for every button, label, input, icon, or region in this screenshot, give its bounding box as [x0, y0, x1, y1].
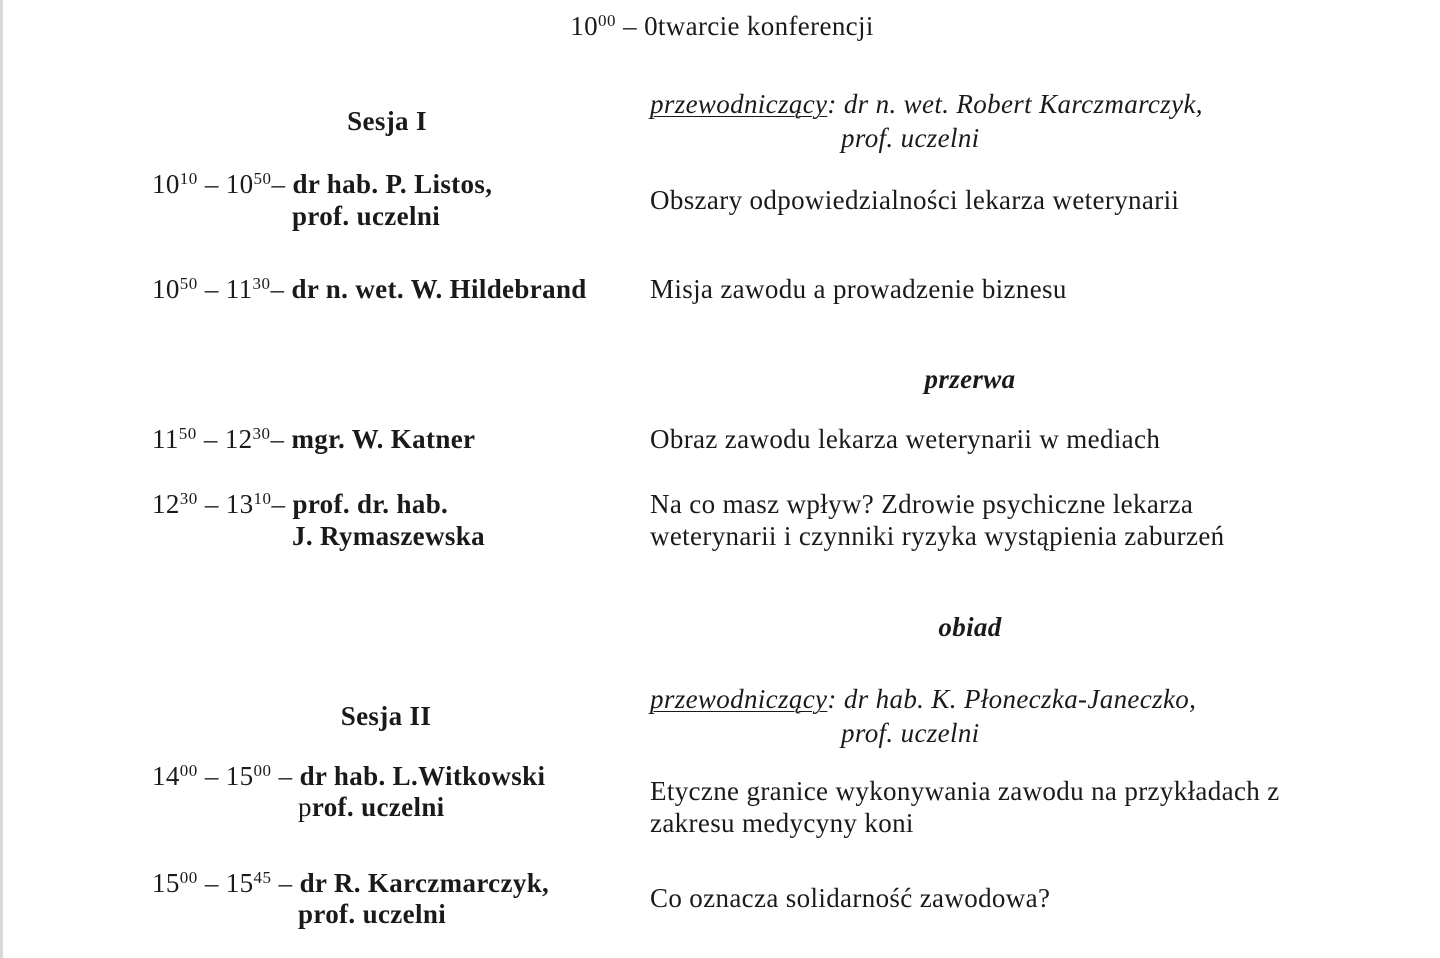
talk-time: $14^{00} - 15^{00}$ –	[152, 761, 293, 791]
talk-speaker: dr hab. P. Listos,	[292, 169, 493, 199]
session-2-chair	[650, 683, 1196, 715]
talk-speaker: prof. dr. hab.	[292, 489, 449, 519]
talk-speaker: dr hab. L.Witkowski	[299, 761, 546, 791]
session-1-title: Sesja I	[347, 106, 427, 136]
talk-time: $11^{50} - 12^{30}-$	[152, 424, 285, 454]
talk-time-speaker	[152, 760, 545, 792]
talk-title-line2: weterynarii i czynniki ryzyka wystąpienia zaburzeń	[650, 521, 1225, 551]
talk-title: Misja zawodu a prowadzenie biznesu	[650, 274, 1067, 304]
chair-sep: :	[827, 89, 837, 119]
break-label: obiad	[938, 612, 1002, 642]
session-1-chair-title: prof. uczelni	[841, 123, 980, 153]
opening-label: 0twarcie konferencji	[644, 11, 874, 41]
session-2-title: Sesja II	[340, 701, 432, 731]
talk-speaker-line2: prof. uczelni	[292, 201, 441, 231]
talk-time-speaker	[152, 423, 475, 455]
talk-time-speaker	[152, 168, 492, 200]
talk-time-speaker	[152, 273, 587, 305]
talk-speaker-line2: prof. uczelni	[298, 792, 445, 822]
talk-time-speaker	[152, 488, 448, 520]
chair-label: przewodniczący	[650, 684, 828, 714]
chair-name: dr hab. K. Płoneczka-Janeczko,	[843, 684, 1197, 714]
talk-speaker-line2: prof. uczelni	[298, 899, 447, 929]
session-1-chair	[650, 88, 1203, 120]
talk-title: Co oznacza solidarność zawodowa?	[650, 883, 1051, 913]
talk-time-speaker	[152, 867, 549, 899]
talk-title: Na co masz wpływ? Zdrowie psychiczne lekarza	[650, 489, 1194, 519]
opening-time: $10^{00}$	[570, 11, 616, 41]
talk-time: $12^{30} - 13^{10}-$	[152, 489, 286, 519]
page-edge	[0, 0, 3, 958]
chair-name: dr n. wet. Robert Karczmarczyk,	[843, 89, 1203, 119]
talk-title: Etyczne granice wykonywania zawodu na przykładach z	[650, 776, 1280, 806]
talk-title: Obraz zawodu lekarza weterynarii w mediach	[650, 424, 1161, 454]
talk-speaker: dr R. Karczmarczyk,	[299, 868, 550, 898]
talk-speaker: mgr. W. Katner	[291, 424, 476, 454]
chair-label: przewodniczący	[650, 89, 828, 119]
talk-title: Obszary odpowiedzialności lekarza weterynarii	[650, 185, 1180, 215]
opening-line	[570, 10, 873, 42]
talk-speaker: dr n. wet. W. Hildebrand	[291, 274, 587, 304]
break-label: przerwa	[924, 364, 1016, 394]
talk-time: $10^{50} - 11^{30}-$	[152, 274, 285, 304]
session-2-chair-title: prof. uczelni	[841, 718, 980, 748]
talk-time: $10^{10} - 10^{50}-$	[152, 169, 286, 199]
talk-title-line2: zakresu medycyny koni	[650, 808, 914, 838]
talk-speaker-line2: J. Rymaszewska	[292, 521, 485, 551]
talk-time: $15^{00} - 15^{45}$ –	[152, 868, 293, 898]
dash: –	[623, 11, 637, 41]
chair-sep: :	[827, 684, 837, 714]
